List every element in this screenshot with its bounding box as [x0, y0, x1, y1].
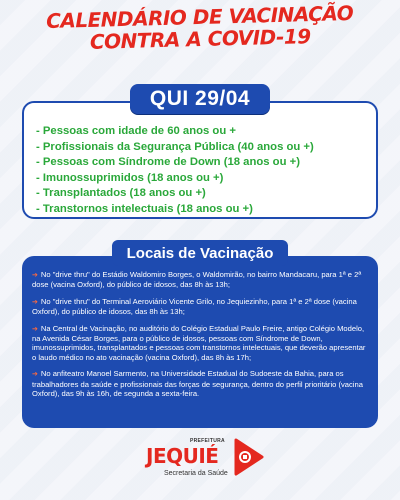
- locations-panel: [22, 256, 378, 428]
- logo-play-icon: [232, 438, 264, 476]
- priority-groups-panel: [22, 101, 378, 219]
- location-item: [32, 297, 368, 317]
- arrow-icon: ➔: [32, 298, 38, 306]
- group-item: - Transplantados (18 anos ou +): [36, 187, 206, 199]
- arrow-icon: ➔: [32, 325, 38, 333]
- logo-prefeitura-text: PREFEITURA: [190, 438, 225, 444]
- location-text: Na Central de Vacinação, no auditório do Colégio Estadual Paulo Freire, antigo Colégio Modelo, na Avenida César Borges, para o público de idosos, pessoas com Síndrome de Down, imunossuprimidos, transplantados e pessoas com transtornos intelectuais, que deverão apresentar o laudo médico no ato vacinação (vacina Oxford), das 8h às 17h;: [32, 323, 366, 362]
- arrow-icon: ➔: [32, 371, 38, 379]
- group-item: - Pessoas com Síndrome de Down (18 anos ou +): [36, 156, 300, 168]
- group-item: - Imunossuprimidos (18 anos ou +): [36, 171, 224, 184]
- location-text: No "drive thru" do Terminal Aeroviário Vicente Grilo, no Jequiezinho, para 1ª e 2ª dose (vacina Oxford), do público de idosos, das 8h às 13h;: [32, 296, 357, 317]
- logo-department: Secretaria da Saúde: [164, 470, 228, 477]
- priority-groups-list: [36, 124, 366, 217]
- title-line-1: CALENDÁRIO DE VACINAÇÃO: [45, 0, 354, 34]
- arrow-icon: ➔: [32, 272, 38, 279]
- location-item: [32, 324, 368, 363]
- location-item: [32, 369, 368, 398]
- group-item: - Transtornos intelectuais (18 anos ou +): [36, 202, 253, 215]
- group-item: - Profissionais da Segurança Pública (40 anos ou +): [36, 140, 314, 153]
- locations-title: Locais de Vacinação: [112, 240, 288, 266]
- prefeitura-logo: [140, 434, 270, 490]
- location-text: No anfiteatro Manoel Sarmento, na Universidade Estadual do Sudoeste da Bahia, para os trabalhadores da saúde e profissionais das forças de segurança, dentro do perfil prioritário (vacina Oxford), das 9h às 16h, de segunda a sexta-feira.: [32, 369, 363, 399]
- logo-city-name: JEQUIÉ: [146, 444, 219, 468]
- title-line-2: CONTRA A COVID-19: [89, 24, 311, 54]
- date-badge: QUI 29/04: [130, 84, 270, 114]
- group-item: - Pessoas com idade de 60 anos ou +: [36, 125, 236, 137]
- location-text: No "drive thru" do Estádio Waldomiro Borges, o Waldomirão, no bairro Mandacaru, para 1ª e 2ª dose (vacina Oxford), do público de idosos, das 8h às 13h;: [32, 270, 362, 290]
- locations-list: [32, 270, 368, 398]
- location-item: [32, 270, 368, 290]
